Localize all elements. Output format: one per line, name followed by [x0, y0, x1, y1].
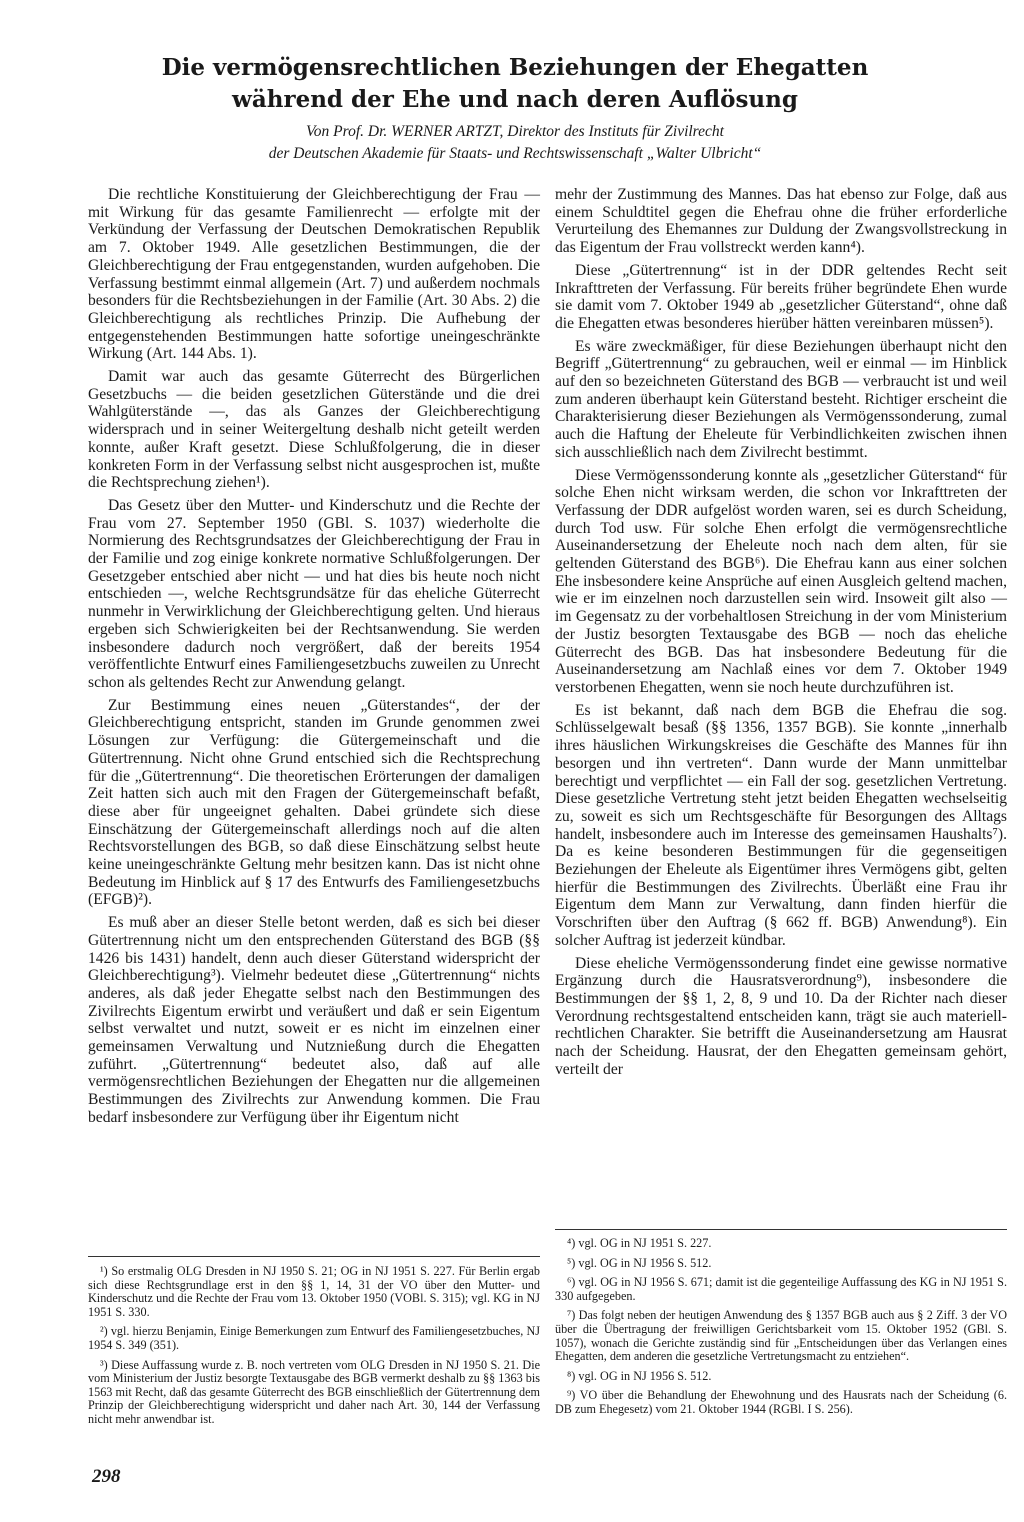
- left-column: [88, 186, 540, 1132]
- paragraph: Diese eheliche Vermögenssonderung findet eine gewisse normative Ergänzung durch die Hausratsverordnung⁹), insbesondere die Bestimmungen der §§ 1, 2, 8, 9 und 10. Da der Richter nach dieser Verordnung rechtsgestaltend entscheiden kann, trägt sie auch materiell-rechtlichen Charakter. Sie betrifft die Auseinandersetzung am Hausrat nach der Scheidung. Hausrat, der den Ehegatten gemeinsam gehört, verteilt der: [555, 954, 1007, 1078]
- footnote-divider-left: [88, 1256, 540, 1257]
- right-column: [555, 186, 1007, 1083]
- footnote: ⁹) VO über die Behandlung der Ehewohnung und des Hausrats nach der Scheidung (6. DB zum Ehegesetz) vom 21. Oktober 1944 (RGBl. I S. 256).: [555, 1388, 1007, 1416]
- title-line-1: Die vermögensrechtlichen Beziehungen der Ehegatten: [161, 54, 869, 81]
- title-line-2: während der Ehe und nach deren Auflösung: [232, 86, 798, 113]
- footnotes-right: [555, 1237, 1007, 1423]
- paragraph: Zur Bestimmung eines neuen „Güterstandes“, der der Gleichberechtigung entspricht, standen im Grunde genommen zwei Lösungen zur Verfügung: die Gütergemeinschaft und die Gütertrennung. Nicht ohne Grund entschied sich die Rechtsprechung für die „Gütertrennung“. Die theoretischen Erörterungen der damaligen Zeit hatten sich auch mit den Fragen der Gütergemeinschaft befaßt, diese aber für ungeeignet gehalten. Dabei gründete sich diese Einschätzung der Gütergemeinschaft allerdings noch auf die alten Rechtsvorstellungen des BGB, so daß diese Einschätzung selbst heute keine uneingeschränkte Geltung mehr besitzen kann. Das ist nicht ohne Bedeutung im Hinblick auf § 17 des Entwurfs des Familiengesetzbuchs (EFGB)²).: [88, 696, 540, 909]
- paragraph: mehr der Zustimmung des Mannes. Das hat ebenso zur Folge, daß aus einem Schuldtitel gegen die Ehefrau ohne die früher erforderliche Verurteilung des Ehemannes zur Duldung der Zwangsvollstreckung in das Eigentum der Frau vollstreckt werden kann⁴).: [555, 186, 1007, 257]
- article-title: [120, 52, 910, 116]
- footnote: ¹) So erstmalig OLG Dresden in NJ 1950 S. 21; OG in NJ 1951 S. 227. Für Berlin ergab sich diese Rechtsgrundlage erst in den §§ 1, 14, 31 der VO über den Mutter- und Kinderschutz und die Rechte der Frau vom 13. Oktober 1950 (VOBl. S. 315); vgl. KG in NJ 1951 S. 330.: [88, 1264, 540, 1319]
- page-number: 298: [92, 1466, 121, 1487]
- footnote: ³) Diese Auffassung wurde z. B. noch vertreten vom OLG Dresden in NJ 1950 S. 21. Die vom Ministerium der Justiz besorgte Textausgabe des BGB vermerkt deshalb zu §§ 1363 bis 1563 mit Recht, daß das gesamte Güterrecht des BGB einschließlich der Gütertrennung dem Prinzip der Gleichberechtigung widerspricht und daher nach Art. 30, 144 der Verfassung nicht mehr anwendbar ist.: [88, 1357, 540, 1426]
- paragraph: Es wäre zweckmäßiger, für diese Beziehungen überhaupt nicht den Begriff „Gütertrennung“ zu gebrauchen, weil er einmal — im Hinblick auf den so bezeichneten Güterstand des BGB — verbraucht ist und weil zum anderen überhaupt kein Güterstand besteht. Richtiger erscheint die Charakterisierung dieser Beziehungen als Vermögenssonderung, zumal auch die Haftung der Eheleute für Verbindlichkeiten zwischen ihnen sich ausschließlich nach dem Zivilrecht bestimmt.: [555, 337, 1007, 461]
- paragraph: Es ist bekannt, daß nach dem BGB die Ehefrau die sog. Schlüsselgewalt besaß (§§ 1356, 1357 BGB). Sie konnte „innerhalb ihres häuslichen Wirkungskreises die Geschäfte des Mannes für ihn besorgen und ihn vertreten“. Dann wurde der Mann unmittelbar berechtigt und verpflichtet — ein Fall der sog. gesetzlichen Vertretung. Diese gesetzliche Vertretung steht jetzt beiden Ehegatten wechselseitig zu, soweit es sich um Rechtsgeschäfte für Besorgungen des Alltags handelt, insbesondere auch im Interesse des gemeinsamen Haushalts⁷). Da es keine besonderen Bestimmungen für die gegenseitigen Beziehungen der Eheleute als Eigentümer ihres Vermögens gibt, gelten hierfür die Bestimmungen des Zivilrechts. Überläßt eine Frau ihr Eigentum dem Mann zur Verwaltung, dann finden hierfür die Vorschriften über den Auftrag (§ 662 ff. BGB) Anwendung⁸). Ein solcher Auftrag ist jederzeit kündbar.: [555, 701, 1007, 949]
- paragraph: Damit war auch das gesamte Güterrecht des Bürgerlichen Gesetzbuchs — die beiden gesetzlichen Güterstände und die drei Wahlgüterstände —, das als Ganzes der Gleichberechtigung widersprach und in seiner Weitergeltung deshalb nicht geteilt werden konnte, außer Kraft gesetzt. Diese Schlußfolgerung, die in dieser konkreten Form in der Verfassung selbst nicht ausgesprochen ist, mußte die Rechtsprechung ziehen¹).: [88, 368, 540, 492]
- byline-line-1: Von Prof. Dr. WERNER ARTZT, Direktor des Instituts für Zivilrecht: [306, 123, 724, 140]
- paragraph: Die rechtliche Konstituierung der Gleichberechtigung der Frau — mit Wirkung für das gesamte Familienrecht — erfolgte mit der Verkündung der Verfassung der Deutschen Demokratischen Republik am 7. Oktober 1949. Alle gesetzlichen Bestimmungen, die der Gleichberechtigung der Frau entgegenstanden, wurden aufgehoben. Die Verfassung bestimmt einmal allgemein (Art. 7) und außerdem nochmals besonders für die Rechtsbeziehungen in der Familie (Art. 30 Abs. 2) die Gleichberechtigung als rechtliches Prinzip. Die Aufhebung der entgegenstehenden Bestimmungen hatte sofortige uneingeschränkte Wirkung (Art. 144 Abs. 1).: [88, 186, 540, 363]
- footnotes-left: [88, 1265, 540, 1433]
- footnote: ⁶) vgl. OG in NJ 1956 S. 671; damit ist die gegenteilige Auffassung des KG in NJ 1951 S. 330 aufgegeben.: [555, 1275, 1007, 1303]
- footnote: ⁸) vgl. OG in NJ 1956 S. 512.: [567, 1368, 712, 1383]
- footnote: ⁷) Das folgt neben der heutigen Anwendung des § 1357 BGB auch aus § 2 Ziff. 3 der VO über die Übertragung der freiwilligen Gerichtsbarkeit vom 15. Oktober 1952 (GBl. S. 1057), wonach die Gerichte zuständig sind für „Entscheidungen über das Verlangen eines Ehegatten, dem anderen die gesetzliche Vertretungsmacht zu entziehen“.: [555, 1308, 1007, 1364]
- footnote: ²) vgl. hierzu Benjamin, Einige Bemerkungen zum Entwurf des Familiengesetzbuches, NJ 1954 S. 349 (351).: [88, 1324, 540, 1352]
- author-byline: [120, 121, 910, 165]
- paragraph: Es muß aber an dieser Stelle betont werden, daß es sich bei dieser Gütertrennung nicht um den entsprechenden Güterstand des BGB (§§ 1426 bis 1431) handelt, denn auch dieser Güterstand widerspricht der Gleichberechtigung³). Vielmehr bedeutet diese „Gütertrennung“ nichts anderes, als daß jeder Ehegatte selbst nach den Bestimmungen des Zivilrechts Eigentum erwirbt und veräußert und daß er sein Eigentum selbst verwaltet und nutzt, soweit er es nicht im einzelnen einer gemeinsamen Verwaltung und Nutznießung durch die Ehegatten zuführt. „Gütertrennung“ bedeutet also, daß auf alle vermögensrechtlichen Beziehungen der Ehegatten nur die allgemeinen Bestimmungen des Zivilrechts zur Anwendung kommen. Die Frau bedarf insbesondere zur Verfügung über ihr Eigentum nicht: [88, 914, 540, 1126]
- footnote: ⁴) vgl. OG in NJ 1951 S. 227.: [567, 1236, 712, 1250]
- paragraph: Das Gesetz über den Mutter- und Kinderschutz und die Rechte der Frau vom 27. September 1950 (GBl. S. 1037) wiederholte die Normierung des Rechtsgrundsatzes der Gleichberechtigung der Frau in der Familie und zog einige konkrete normative Schlußfolgerungen. Der Gesetzgeber entschied aber nicht — und hat dies bis heute noch nicht entschieden —, welche Rechtsgrundsätze für das eheliche Güterrecht nunmehr in Verwirklichung der Gleichberechtigung gelten. Und hieraus ergeben sich Schwierigkeiten bei der Rechtsanwendung. Sie werden insbesondere dadurch noch vergrößert, daß der bereits 1954 veröffentlichte Entwurf eines Familiengesetzbuchs zuweilen zu Unrecht schon als geltendes Recht zur Anwendung gelangt.: [88, 496, 540, 691]
- paragraph: Diese Vermögenssonderung konnte als „gesetzlicher Güterstand“ für solche Ehen nicht wirksam werden, die schon vor Inkrafttreten der Verfassung der DDR aufgelöst worden waren, sei es durch Scheidung, durch Tod usw. Für solche Ehen erfolgt die vermögensrechtliche Auseinandersetzung der Eheleute noch nach dem alten, für sie geltenden Güterstand des BGB⁶). Die Ehefrau kann aus einer solchen Ehe insbesondere keine Ansprüche auf einen Ausgleich geltend machen, wie er im einzelnen noch darzustellen sein wird. Insoweit gilt also — im Gegensatz zu der vorbehaltlosen Streichung in der vom Ministerium der Justiz besorgten Textausgabe des BGB — noch das eheliche Güterrecht des BGB. Das hat insbesondere Bedeutung für die Auseinandersetzung am Nachlaß eines vor dem 7. Oktober 1949 verstorbenen Ehegatten, wenn sie noch heute durchzuführen ist.: [555, 466, 1007, 696]
- paragraph: Diese „Gütertrennung“ ist in der DDR geltendes Recht seit Inkrafttreten der Verfassung. Für bereits früher begründete Ehen wurde sie damit vom 7. Oktober 1949 ab „gesetzlicher Güterstand“, ohne daß die Ehegatten etwas besonderes hierüber hätten vereinbaren müssen⁵).: [555, 261, 1007, 332]
- byline-line-2: der Deutschen Akademie für Staats- und Rechtswissenschaft „Walter Ulbricht“: [268, 145, 762, 162]
- footnote: ⁵) vgl. OG in NJ 1956 S. 512.: [567, 1255, 712, 1270]
- footnote-divider-right: [555, 1229, 1007, 1230]
